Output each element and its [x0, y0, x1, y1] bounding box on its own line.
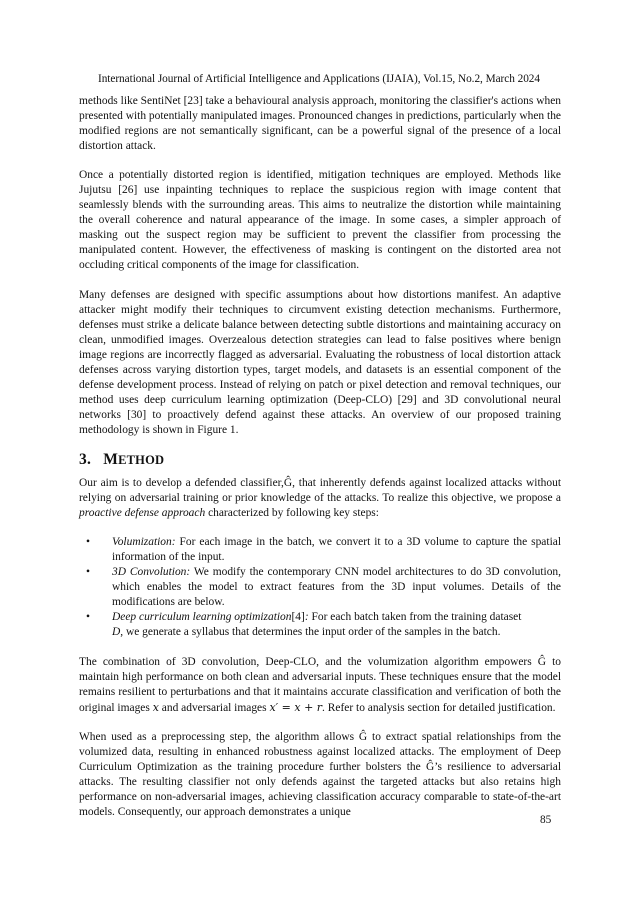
list-item-text: For each batch taken from the training dataset [308, 611, 522, 624]
paragraph-text: and adversarial images [158, 701, 270, 714]
dataset-variable: D [112, 626, 121, 639]
list-item-text: We modify the contemporary CNN model architectures to do 3D convolution, which enables the model to extract features from the 3D input volumes. Details of the modifications are below. [112, 566, 562, 609]
page-number: 85 [540, 814, 552, 826]
section-number: 3. [79, 450, 92, 468]
paragraph [79, 655, 561, 716]
paragraph: Many defenses are designed with specific assumptions about how distortions manifest. An adaptive attacker might modify their techniques to circumvent existing detection mechanisms. Furthermore, defenses must strike a delicate balance between detecting subtle distortions and maintaining accuracy on clean, unmodified images. Overzealous detection strategies can lead to false positives where benign image regions are incorrectly flagged as adversarial. Evaluating the robustness of local distortion attack defenses across varying distortion types, target models, and datasets is an essential component of the defense development process. Instead of relying on patch or pixel detection and removal techniques, our method uses deep curriculum learning optimization (Deep-CLO) [29] and 3D convolutional neural networks [30] to proactively defend against these attacks. An overview of our proposed training methodology is shown in Figure 1. [79, 288, 561, 436]
list-item-term: 3D Convolution: [112, 566, 191, 579]
math-variable: x [152, 700, 159, 714]
list-item-text-continued: , we generate a syllabus that determines the input order of the samples in the batch. [120, 626, 501, 639]
bullet-icon: • [86, 536, 91, 549]
list-item [79, 610, 561, 640]
intro-emphasis: proactive defense approach [79, 507, 206, 520]
section-title-initial: M [103, 450, 119, 468]
running-header: International Journal of Artificial Intelligence and Applications (IJAIA), Vol.15, No.2, March 2024 [97, 73, 540, 85]
intro-text-end: characterized by following key steps: [205, 507, 379, 520]
bullet-icon: • [86, 611, 91, 624]
section-title-rest: ETHOD [118, 452, 165, 467]
paragraph: Once a potentially distorted region is identified, mitigation techniques are employed. Methods like Jujutsu [26] use inpainting techniques to replace the suspicious region with image content that seamlessly blends with the surrounding areas. This aims to neutralize the distortion while maintaining the overall coherence and natural appearance of the image. In some cases, a simpler approach of masking out the suspect region may be sufficient to prevent the classifier from processing the manipulated content. However, the effectiveness of masking is contingent on the distorted area not occluding critical components of the image for classification. [79, 169, 561, 272]
list-item-colon: : [304, 611, 309, 624]
paragraph-text: . Refer to analysis section for detailed justification. [322, 701, 556, 714]
section-heading [79, 452, 561, 468]
paragraph: methods like SentiNet [23] take a behavioural analysis approach, monitoring the classifier's actions when presented with potentially manipulated images. Pronounced changes in predictions, particularly when the modified regions are not semantically significant, can be a powerful signal of the presence of a local distortion attack. [79, 95, 561, 153]
bullet-icon: • [86, 566, 91, 579]
steps-list [79, 535, 561, 640]
paragraph-text: The combination of 3D convolution, Deep-CLO, and the volumization algorithm empowers Ĝ to maintain high performance on both clean and adversarial inputs. These techniques ensure that the model remains resilient to perturbations and that it maintains accurate classification and verification of both the original images [79, 655, 561, 714]
list-item-term: Deep curriculum learning optimization [112, 611, 292, 624]
list-item-term: Volumization: [112, 536, 176, 549]
list-item [79, 565, 561, 610]
citation: [4] [291, 611, 305, 624]
list-item [79, 535, 561, 565]
body-text [79, 94, 561, 834]
paragraph: When used as a preprocessing step, the algorithm allows Ĝ to extract spatial relationships from the volumized data, resulting in enhanced robustness against localized attacks. The employment of Deep Curriculum Optimization as the training procedure further bolsters the Ĝ’s resilience to adversarial attacks. The resulting classifier not only defends against the targeted attacks but also retains high performance on non-adversarial images, achieving classification accuracy comparable to state-of-the-art models. Consequently, our approach demonstrates a unique [79, 730, 561, 818]
math-equation: x′ = x + r [269, 700, 323, 714]
intro-text: Our aim is to develop a defended classifier,Ĝ, that inherently defends against localized attacks without relying on adversarial training or prior knowledge of the attacks. To realize this objective, we propose a [79, 477, 561, 505]
list-item-text: For each image in the batch, we convert it to a 3D volume to capture the spatial information of the input. [112, 536, 561, 564]
section-intro [79, 476, 561, 521]
